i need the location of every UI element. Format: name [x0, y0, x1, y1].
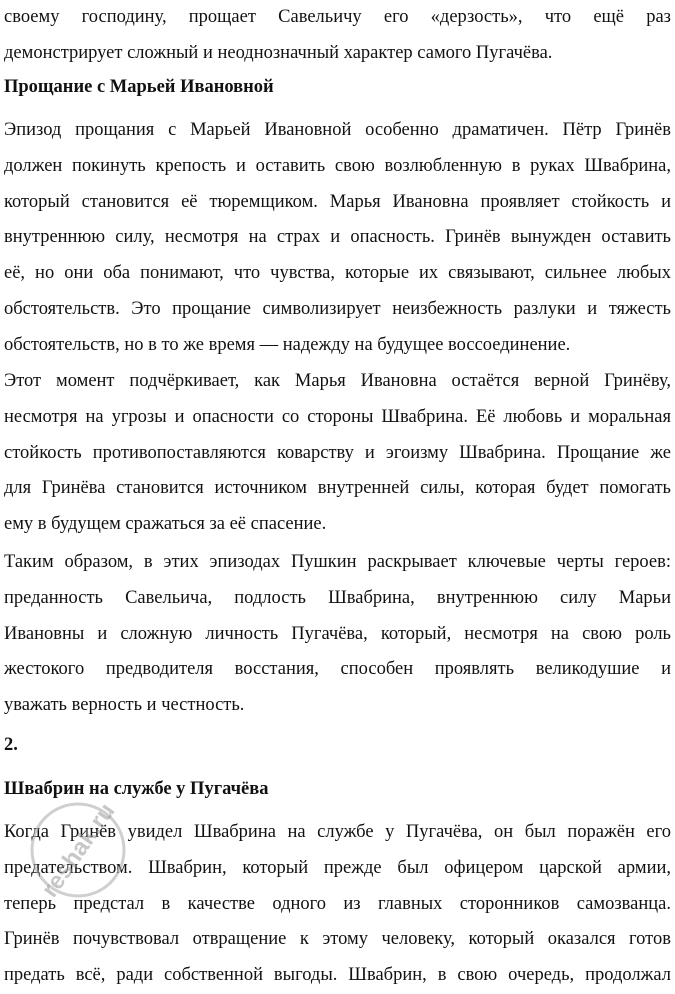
paragraph-conclusion: [4, 545, 671, 724]
text-line: внутреннюю силу, несмотря на страх и опасность. Гринёв вынужден оставить: [4, 227, 671, 248]
section-heading-shvabrin: Швабрин на службе у Пугачёва: [4, 779, 269, 799]
text-line: должен покинуть крепость и оставить свою возлюбленную в руках Швабрина,: [4, 155, 671, 176]
text-line: уважать верность и честность.: [4, 695, 245, 716]
section-heading-farewell: Прощание с Марьей Ивановной: [4, 77, 274, 97]
text-line: Этот момент подчёркивает, как Марья Ивановна остаётся верной Гринёву,: [4, 371, 671, 391]
text-line: предать всё, ради собственной выгоды. Швабрин, в свою очередь, продолжал: [4, 965, 671, 986]
text-line: стойкость противопоставляются коварству и эгоизму Швабрина. Прощание же: [4, 442, 671, 463]
paragraph-intro: [4, 0, 671, 72]
text-line: Гринёв почувствовал отвращение к этому человеку, который оказался готов: [4, 929, 671, 950]
paragraph-shvabrin: [4, 815, 671, 994]
text-line: Ивановны и сложную личность Пугачёва, который, несмотря на свою роль: [4, 623, 671, 644]
paragraph-moment: [4, 364, 671, 543]
text-line: Когда Гринёв увидел Швабрина на службе у Пугачёва, он был поражён его: [4, 822, 671, 842]
section-number: 2.: [4, 735, 18, 755]
text-line: теперь предстал в качестве одного из главных сторонников самозванца.: [4, 893, 671, 914]
text-line: для Гринёва становится источником внутренней силы, которая будет помогать: [4, 478, 671, 499]
text-line: Эпизод прощания с Марьей Ивановной особенно драматичен. Пётр Гринёв: [4, 120, 671, 140]
text-line: своему господину, прощает Савельичу его «дерзость», что ещё раз: [4, 7, 671, 27]
text-line: несмотря на угрозы и опасности со стороны Швабрина. Её любовь и моральная: [4, 406, 671, 427]
text-line: её, но они оба понимают, что чувства, которые их связывают, сильнее любых: [4, 263, 671, 284]
text-line: который становится её тюремщиком. Марья Ивановна проявляет стойкость и: [4, 191, 671, 212]
watermark-text: reshak.ru: [36, 798, 121, 903]
text-line: обстоятельств. Это прощание символизирует неизбежность разлуки и тяжесть: [4, 298, 671, 319]
text-line: жестокого предводителя восстания, способен проявлять великодушие и: [4, 659, 671, 680]
text-line: ему в будущем сражаться за её спасение.: [4, 514, 327, 535]
text-line: преданность Савельича, подлость Швабрина, внутреннюю силу Марьи: [4, 587, 671, 608]
text-line: предательством. Швабрин, который прежде был офицером царской армии,: [4, 857, 671, 878]
paragraph-farewell: [4, 113, 671, 364]
text-line: демонстрирует сложный и неоднозначный характер самого Пугачёва.: [4, 42, 553, 63]
text-line: обстоятельств, но в то же время — надежду на будущее воссоединение.: [4, 334, 571, 355]
text-line: Таким образом, в этих эпизодах Пушкин раскрывает ключевые черты героев:: [4, 552, 671, 572]
